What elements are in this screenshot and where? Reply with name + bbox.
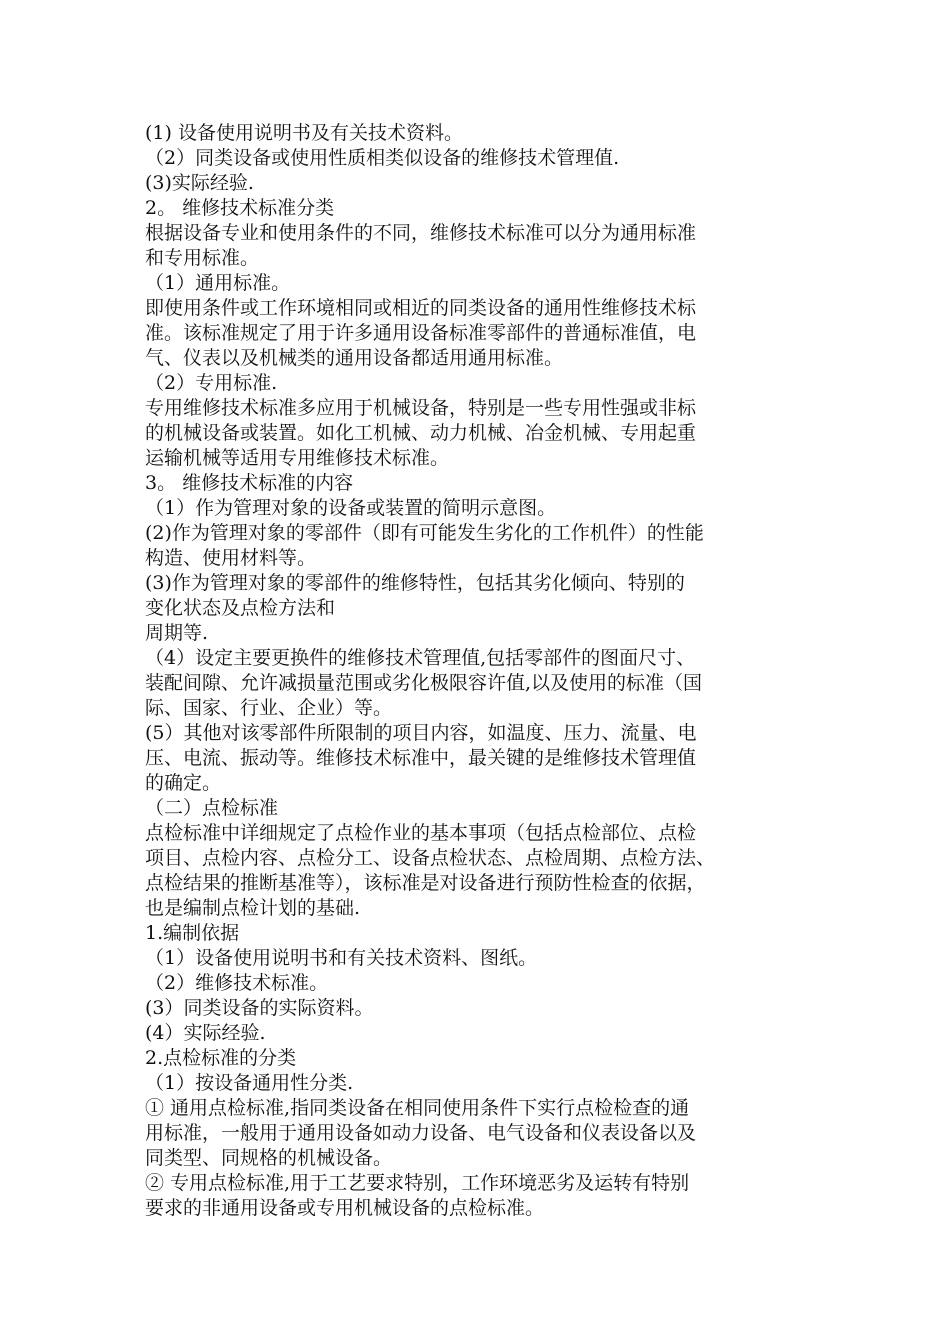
text-line: 运输机械等适用专用维修技术标准。 — [145, 447, 450, 469]
text-line: 压、电流、振动等。维修技术标准中，最关键的是维修技术管理值 — [145, 747, 697, 769]
text-line: 和专用标准。 — [145, 247, 260, 269]
text-line: (3)作为管理对象的零部件的维修特性，包括其劣化倾向、特别的 — [145, 572, 685, 594]
text-line: (3）同类设备的实际资料。 — [145, 997, 374, 1019]
text-line: （4）设定主要更换件的维修技术管理值,包括零部件的图面尺寸、 — [145, 647, 696, 669]
text-line: 际、国家、行业、企业）等。 — [145, 697, 393, 719]
text-line: 构造、使用材料等。 — [145, 547, 317, 569]
text-line: 2.点检标准的分类 — [145, 1047, 297, 1069]
text-line: ① 通用点检标准,指同类设备在相同使用条件下实行点检检查的通 — [145, 1097, 690, 1119]
text-line: 项目、点检内容、点检分工、设备点检状态、点检周期、点检方法、 — [145, 847, 716, 869]
text-line: 用标准，一般用于通用设备如动力设备、电气设备和仪表设备以及 — [145, 1122, 697, 1144]
text-line: 准。该标准规定了用于许多通用设备标准零部件的普通标准值，电 — [145, 322, 697, 344]
text-line: （1）通用标准。 — [145, 272, 291, 294]
text-line: (1) 设备使用说明书及有关技术资料。 — [145, 122, 463, 144]
text-line: 2。 维修技术标准分类 — [145, 197, 335, 219]
text-line: （二）点检标准 — [145, 797, 279, 819]
text-line: （2）同类设备或使用性质相类似设备的维修技术管理值. — [145, 147, 620, 169]
text-line: （1）按设备通用性分类. — [145, 1072, 354, 1094]
text-line: (3)实际经验. — [145, 172, 254, 194]
text-line: 的确定。 — [145, 772, 222, 794]
text-line: 3。 维修技术标准的内容 — [145, 472, 354, 494]
text-line: (4）实际经验. — [145, 1022, 266, 1044]
text-line: 周期等. — [145, 622, 209, 644]
text-line: 装配间隙、允许减损量范围或劣化极限容许值,以及使用的标准（国 — [145, 672, 703, 694]
text-line: 即使用条件或工作环境相同或相近的同类设备的通用性维修技术标 — [145, 297, 697, 319]
text-line: （2）专用标准. — [145, 372, 278, 394]
text-line: 要求的非通用设备或专用机械设备的点检标准。 — [145, 1197, 545, 1219]
text-line: 气、仪表以及机械类的通用设备都适用通用标准。 — [145, 347, 564, 369]
text-line: 同类型、同规格的机械设备。 — [145, 1147, 393, 1169]
text-line: (5）其他对该零部件所限制的项目内容，如温度、压力、流量、电 — [145, 722, 697, 744]
text-line: 的机械设备或装置。如化工机械、动力机械、冶金机械、专用起重 — [145, 422, 697, 444]
text-line: 也是编制点检计划的基础. — [145, 897, 361, 919]
text-line: 根据设备专业和使用条件的不同，维修技术标准可以分为通用标准 — [145, 222, 697, 244]
text-line: 点检标准中详细规定了点检作业的基本事项（包括点检部位、点检 — [145, 822, 697, 844]
text-line: ② 专用点检标准,用于工艺要求特别，工作环境恶劣及运转有特别 — [145, 1172, 690, 1194]
text-line: （1）作为管理对象的设备或装置的简明示意图。 — [145, 497, 557, 519]
document-body — [145, 121, 815, 1221]
text-line: 点检结果的推断基准等），该标准是对设备进行预防性检查的依据， — [145, 872, 706, 894]
text-line: （2）维修技术标准。 — [145, 972, 329, 994]
text-line: 变化状态及点检方法和 — [145, 597, 336, 619]
text-line: 专用维修技术标准多应用于机械设备，特别是一些专用性强或非标 — [145, 397, 697, 419]
text-line: (2)作为管理对象的零部件（即有可能发生劣化的工作机件）的性能 — [145, 522, 704, 544]
text-line: （1）设备使用说明书和有关技术资料、图纸。 — [145, 947, 538, 969]
text-line: 1.编制依据 — [145, 922, 240, 944]
